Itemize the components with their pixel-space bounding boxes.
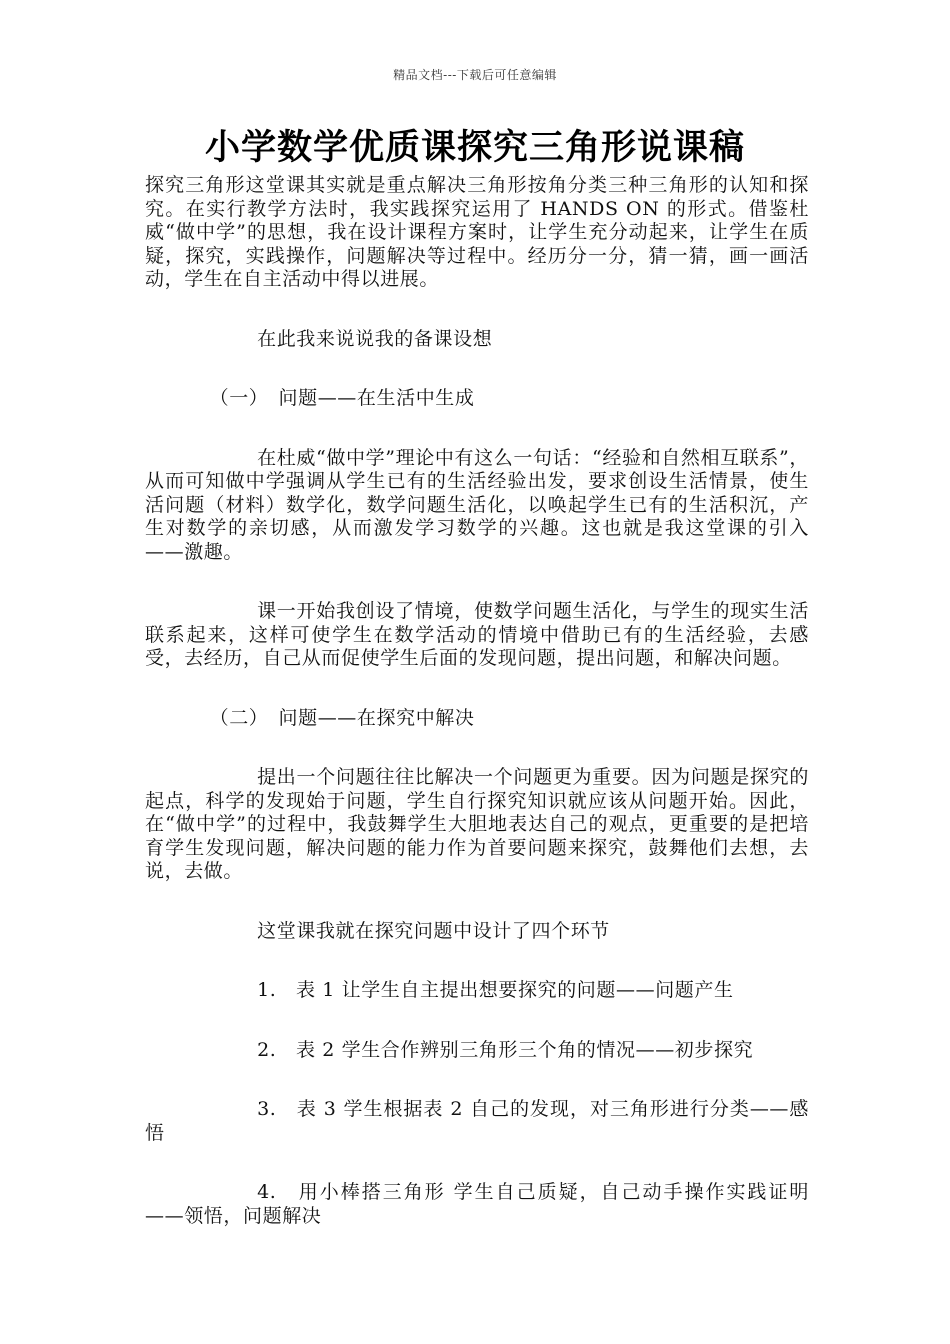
step-item-4: 4. 用小棒搭三角形 学生自己质疑，自己动手操作实践证明——领悟，问题解决 <box>145 1181 809 1227</box>
section-heading-2: （二） 问题——在探究中解决 <box>209 706 475 729</box>
intro-paragraph: 探究三角形这堂课其实就是重点解决三角形按角分类三种三角形的认知和探究。在实行教学方法时，我实践探究运用了 HANDS ON 的形式。借鉴杜威“做中学”的思想，我在设计课程方案时，让学生充分动起来，让学生在质疑，探究，实践操作，问题解决等过程中。经历分一分，猜一猜，画一画活动，学生在自主活动中得以进展。 <box>145 174 809 290</box>
document-title: 小学数学优质课探究三角形说课稿 <box>204 127 745 168</box>
page-header: 精品文档---下载后可任意编辑 <box>393 68 557 82</box>
section-1-paragraph-1: 在杜威“做中学”理论中有这么一句话：“经验和自然相互联系”，从而可知做中学强调从学生已有的生活经验出发，要求创设生活情景，使生活问题（材料）数学化，数学问题生活化，以唤起学生已有的生活积沉，产生对数学的亲切感，从而激发学习数学的兴趣。这也就是我这堂课的引入——激趣。 <box>145 446 809 563</box>
plan-intro-paragraph: 在此我来说说我的备课设想 <box>257 327 493 350</box>
section-heading-1: （一） 问题——在生活中生成 <box>209 387 475 409</box>
section-1-paragraph-2: 课一开始我创设了情境，使数学问题生活化，与学生的现实生活联系起来，这样可使学生在数学活动的情境中借助已有的生活经验，去感受，去经历，自己从而促使学生后面的发现问题，提出问题，和解决问题。 <box>145 600 809 669</box>
step-item-2: 2. 表 2 学生合作辨别三角形三个角的情况——初步探究 <box>257 1038 754 1061</box>
document-body <box>145 174 809 1228</box>
section-2-paragraph-1: 提出一个问题往往比解决一个问题更为重要。因为问题是探究的起点，科学的发现始于问题，学生自行探究知识就应该从问题开始。因此，在“做中学”的过程中，我鼓舞学生大胆地表达自己的观点，更重要的是把培育学生发现问题，解决问题的能力作为首要问题来探究，鼓舞他们去想，去说，去做。 <box>145 766 809 882</box>
step-item-1: 1. 表 1 让学生自主提出想要探究的问题——问题产生 <box>257 979 734 1001</box>
steps-intro-paragraph: 这堂课我就在探究问题中设计了四个环节 <box>257 919 610 942</box>
step-item-3: 3. 表 3 学生根据表 2 自己的发现，对三角形进行分类——感悟 <box>145 1098 809 1144</box>
